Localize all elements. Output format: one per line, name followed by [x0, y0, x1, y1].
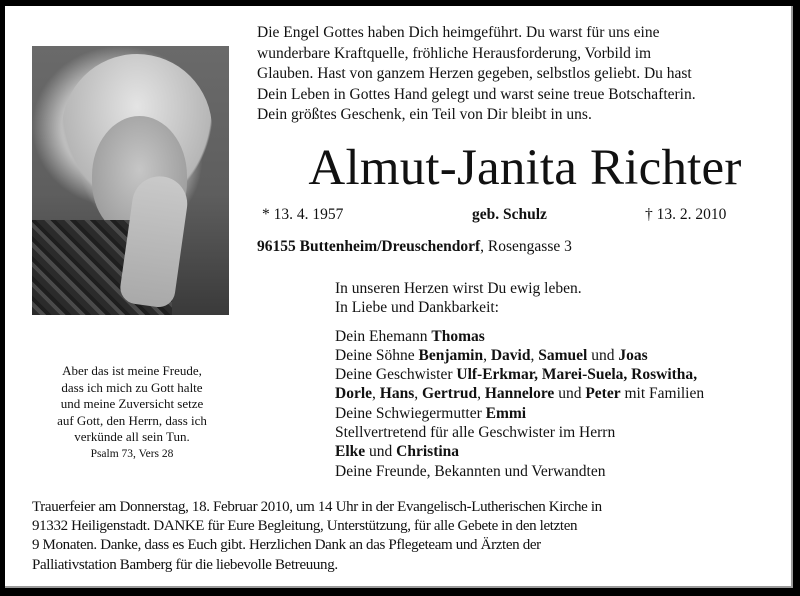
intro-line: wunderbare Kraftquelle, fröhliche Herausforderung, Vorbild im — [257, 44, 652, 62]
separator: , — [372, 385, 380, 403]
siblings-line-1 — [335, 365, 795, 384]
separator: , — [530, 346, 539, 364]
verse-line: dass ich mich zu Gott halte — [61, 379, 203, 395]
birth-date: * 13. 4. 1957 — [262, 206, 344, 223]
separator: , — [534, 366, 542, 384]
closing-line: Deine Freunde, Bekannten und Verwandten — [335, 462, 606, 480]
intro-line: Dein größtes Geschenk, ein Teil von Dir bleibt in uns. — [257, 106, 592, 124]
ceremony-line: Trauerfeier am Donnerstag, 18. Februar 2010, um 14 Uhr in der Evangelisch-Lutherischen Kirche in — [32, 499, 602, 515]
address-place: 96155 Buttenheim/Dreuschendorf — [257, 238, 481, 255]
ceremony-line: Palliativstation Bamberg für die liebevolle Betreuung. — [32, 556, 338, 573]
sibling-name: Ulf-Erkmar — [456, 366, 535, 384]
bible-verse — [27, 363, 237, 463]
ceremony-line: 91332 Heiligenstadt. DANKE für Eure Begleitung, Unterstützung, für alle Gebete in den letzten — [32, 518, 578, 535]
representative-names-line — [335, 442, 795, 461]
intro-line: Dein Leben in Gottes Hand gelegt und warst seine treue Botschafterin. — [257, 85, 696, 103]
separator: , — [693, 366, 698, 384]
siblings-suffix: mit Familien — [620, 385, 705, 403]
sibling-name: Peter — [585, 385, 621, 403]
son-name: David — [490, 346, 531, 364]
verse-line: Aber das ist meine Freude, — [62, 363, 202, 378]
sibling-name: Marei-Suela — [541, 366, 624, 384]
husband-prefix: Dein Ehemann — [335, 327, 432, 345]
ceremony-info — [32, 498, 792, 575]
conjunction: und — [587, 346, 619, 364]
maiden-name: geb. Schulz — [472, 206, 547, 223]
portrait-photo — [32, 46, 229, 315]
husband-name: Thomas — [431, 327, 485, 345]
representative-line: Stellvertretend für alle Geschwister im Herrn — [335, 424, 616, 442]
siblings-prefix: Deine Geschwister — [335, 366, 457, 384]
sons-line — [335, 346, 795, 365]
sons-prefix: Deine Söhne — [335, 346, 419, 364]
deceased-name: Almut-Janita Richter — [308, 140, 742, 196]
address — [257, 238, 572, 256]
ceremony-line: 9 Monaten. Danke, dass es Euch gibt. Herzlichen Dank an das Pflegeteam und Ärzten der — [32, 537, 541, 554]
intro-line: Die Engel Gottes haben Dich heimgeführt. Du warst für uns eine — [257, 24, 660, 41]
mother-in-law-prefix: Deine Schwiegermutter — [335, 404, 486, 422]
verse-line: auf Gott, den Herrn, dass ich — [57, 412, 207, 428]
conjunction: und — [554, 385, 586, 403]
representative-name: Christina — [396, 443, 460, 461]
siblings-line-2 — [335, 384, 795, 403]
sibling-name: Hannelore — [484, 385, 555, 403]
verse-line: und meine Zuversicht setze — [60, 396, 204, 412]
death-date: † 13. 2. 2010 — [645, 206, 727, 223]
sibling-name: Hans — [379, 385, 415, 403]
separator: , — [483, 346, 491, 364]
son-name: Benjamin — [418, 346, 484, 364]
obituary-notice — [5, 6, 793, 588]
mourners-list — [335, 279, 795, 481]
intro-line: Glauben. Hast von ganzem Herzen gegeben, selbstlos geliebt. Du hast — [257, 65, 692, 83]
verse-reference: Psalm 73, Vers 28 — [90, 447, 174, 460]
sibling-name: Dorle — [335, 385, 373, 403]
son-name: Joas — [618, 346, 648, 364]
mother-in-law-name: Emmi — [485, 404, 527, 422]
opening-line: In Liebe und Dankbarkeit: — [335, 299, 499, 317]
opening-line: In unseren Herzen wirst Du ewig leben. — [335, 280, 582, 297]
mother-in-law-line — [335, 404, 795, 423]
sibling-name: Gertrud — [421, 385, 478, 403]
sibling-name: Roswitha — [631, 366, 694, 384]
intro-text — [257, 23, 792, 126]
representative-name: Elke — [335, 443, 366, 461]
separator: , — [414, 385, 422, 403]
husband-line — [335, 327, 795, 346]
separator: , — [623, 366, 632, 384]
son-name: Samuel — [538, 346, 588, 364]
separator: , — [477, 385, 485, 403]
verse-line: verkünde all sein Tun. — [74, 429, 190, 445]
address-street: , Rosengasse 3 — [480, 238, 572, 255]
conjunction: und — [365, 443, 397, 461]
